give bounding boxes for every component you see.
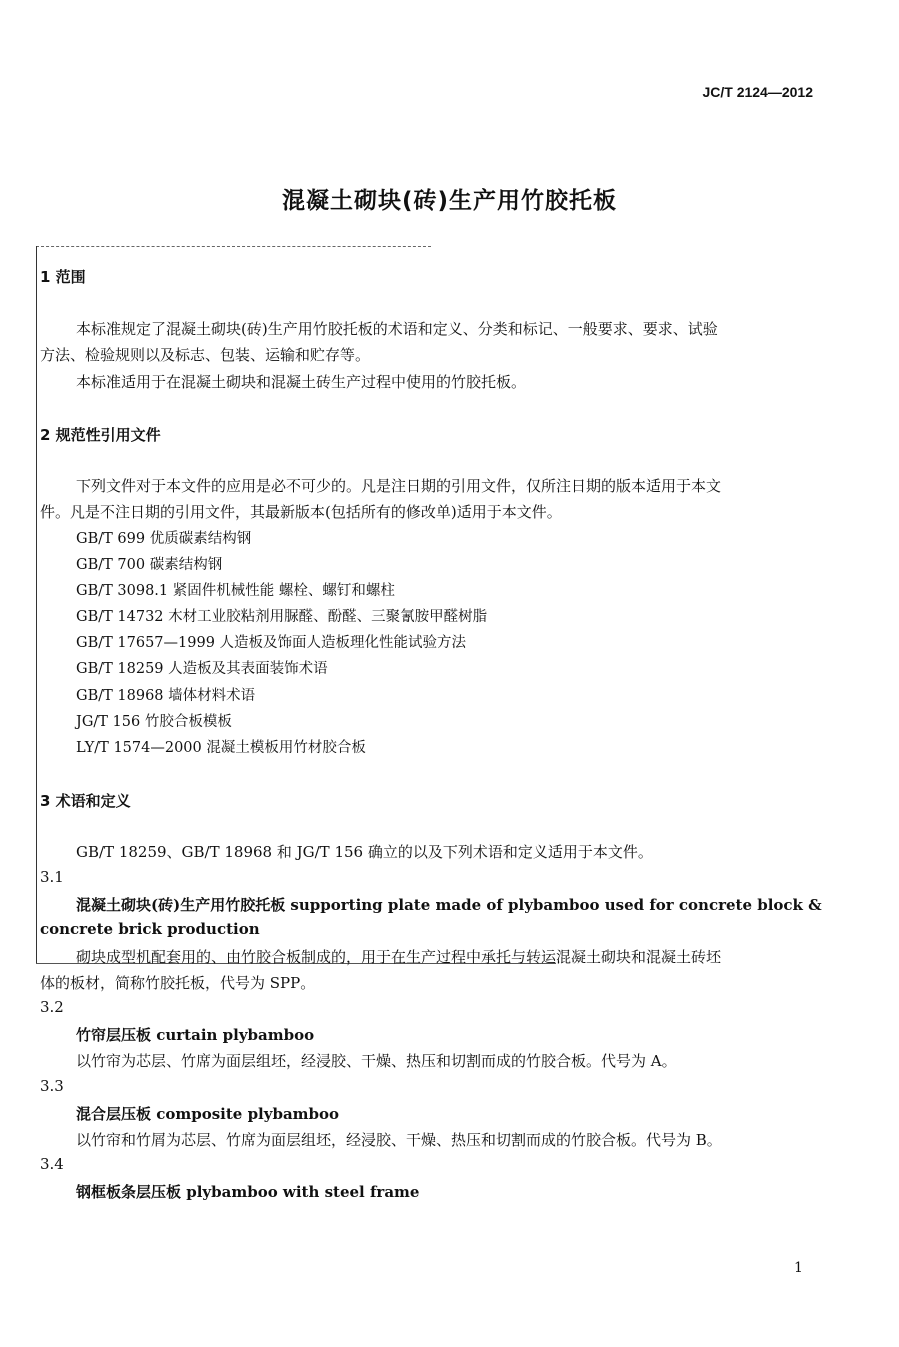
term-number: 3.3 [40, 1077, 64, 1095]
document-title: 混凝土砌块(砖)生产用竹胶托板 [281, 188, 618, 214]
scope-paragraph-line1: 本标准规定了混凝土砌块(砖)生产用竹胶托板的术语和定义、分类和标记、一般要求、要求、试验 [76, 320, 718, 338]
reference-item: GB/T 3098.1 紧固件机械性能 螺栓、螺钉和螺柱 [76, 583, 395, 599]
reference-item: GB/T 18259 人造板及其表面装饰术语 [76, 661, 328, 677]
scope-paragraph-2: 本标准适用于在混凝土砌块和混凝土砖生产过程中使用的竹胶托板。 [76, 373, 527, 391]
term-number: 3.2 [40, 998, 64, 1016]
term-number: 3.4 [40, 1155, 64, 1173]
term-definition-line1: 砌块成型机配套用的、由竹胶合板制成的，用于在生产过程中承托与转运混凝土砌块和混凝土砖坯 [76, 948, 722, 966]
term-definition-line2: 体的板材，简称竹胶托板，代号为 SPP。 [40, 974, 316, 992]
section-heading-terms: 3 术语和定义 [40, 792, 131, 810]
term-title: 混合层压板 composite plybamboo [76, 1105, 340, 1123]
term-number: 3.1 [40, 868, 64, 886]
term-definition: 以竹帘和竹屑为芯层、竹席为面层组坯，经浸胶、干燥、热压和切割而成的竹胶合板。代号为 B。 [76, 1131, 722, 1149]
reference-item: GB/T 14732 木材工业胶粘剂用脲醛、酚醛、三聚氰胺甲醛树脂 [76, 609, 488, 625]
term-title: 竹帘层压板 curtain plybamboo [76, 1026, 315, 1044]
reference-item: GB/T 17657—1999 人造板及饰面人造板理化性能试验方法 [76, 635, 467, 651]
term-title-line2: concrete brick production [40, 920, 260, 938]
section-heading-scope: 1 范围 [40, 268, 86, 286]
reference-item: GB/T 699 优质碳素结构钢 [76, 531, 252, 547]
reference-item: JG/T 156 竹胶合板模板 [76, 714, 232, 730]
reference-item: GB/T 700 碳素结构钢 [76, 557, 223, 573]
references-paragraph-line2: 件。凡是不注日期的引用文件，其最新版本(包括所有的修改单)适用于本文件。 [40, 503, 562, 521]
references-paragraph-line1: 下列文件对于本文件的应用是必不可少的。凡是注日期的引用文件，仅所注日期的版本适用于本文 [76, 477, 722, 495]
term-title-line1: 混凝土砌块(砖)生产用竹胶托板 supporting plate made of plybamboo used for concrete block & [76, 896, 822, 914]
frame-left-border [36, 246, 37, 964]
reference-item: GB/T 18968 墙体材料术语 [76, 688, 256, 704]
section-heading-references: 2 规范性引用文件 [40, 426, 161, 444]
scope-paragraph-line2: 方法、检验规则以及标志、包装、运输和贮存等。 [40, 346, 371, 364]
reference-item: LY/T 1574—2000 混凝土模板用竹材胶合板 [76, 740, 366, 756]
page-number: 1 [794, 1260, 803, 1276]
term-definition: 以竹帘为芯层、竹席为面层组坯，经浸胶、干燥、热压和切割而成的竹胶合板。代号为 A。 [76, 1052, 677, 1070]
term-title: 钢框板条层压板 plybamboo with steel frame [76, 1183, 420, 1201]
terms-intro: GB/T 18259、GB/T 18968 和 JG/T 156 确立的以及下列术语和定义适用于本文件。 [76, 843, 653, 861]
standard-code: JC/T 2124—2012 [702, 84, 813, 100]
frame-top-border [36, 246, 431, 247]
